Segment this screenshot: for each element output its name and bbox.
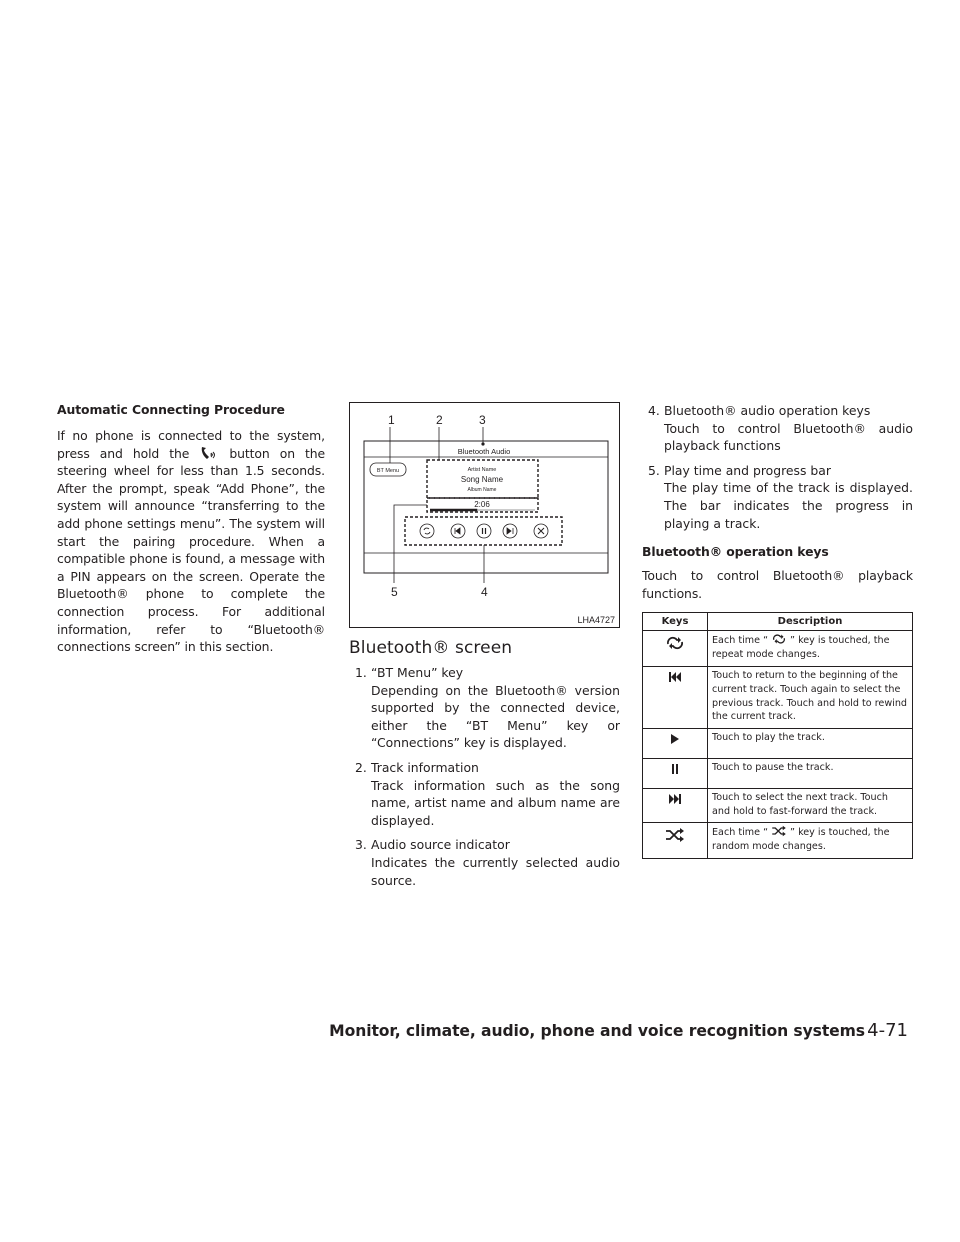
figure-drawing — [350, 403, 619, 627]
keys-intro: Touch to control Bluetooth® playback functions. — [642, 568, 913, 601]
fig-shuffle-key — [534, 524, 548, 538]
table-row — [643, 823, 913, 859]
table-row — [643, 666, 913, 728]
item-body: The play time of the track is displayed. The bar indicates the progress in playing a track. — [664, 480, 913, 531]
album-name: Album Name — [467, 487, 497, 493]
pause-icon — [669, 763, 681, 775]
list-item — [642, 462, 913, 532]
desc-post: ” key is touched, the repeat mode changes. — [712, 635, 890, 661]
item-body: Indicates the currently selected audio source. — [371, 854, 620, 888]
item-title: “BT Menu” key — [371, 665, 464, 680]
item-body: Track information such as the song name, artist name and album name are displayed. — [371, 777, 620, 828]
table-row — [643, 631, 913, 667]
callout-1: 1 — [388, 413, 395, 427]
fig-pause-key — [477, 524, 491, 538]
para-line1: If no phone is connected to the system, — [57, 428, 325, 443]
play-icon — [669, 733, 681, 745]
callout-2: 2 — [436, 413, 443, 427]
column-left — [57, 402, 325, 656]
song-name: Song Name — [460, 475, 504, 484]
next-track-icon — [668, 793, 682, 805]
row-description: Touch to pause the track. — [708, 758, 913, 788]
column-middle — [349, 402, 620, 896]
item-body: Touch to control Bluetooth® audio playback functions — [664, 420, 913, 454]
table-header-row — [643, 613, 913, 631]
row-description: Touch to play the track. — [708, 729, 913, 759]
bluetooth-screen-figure — [349, 402, 620, 628]
desc-pre: Each time “ — [712, 635, 769, 647]
bluetooth-screen-title: Bluetooth® screen — [349, 638, 513, 658]
list-item — [349, 664, 620, 752]
para-after-icon: button on the — [229, 445, 326, 461]
fig-prev-key — [451, 524, 465, 538]
item-title: Bluetooth® audio operation keys — [664, 403, 871, 418]
shuffle-icon — [664, 827, 686, 843]
page-footer — [0, 1022, 960, 1046]
section-heading: Automatic Connecting Procedure — [57, 402, 285, 417]
operation-keys-box — [405, 517, 562, 545]
item-title: Play time and progress bar — [664, 462, 831, 478]
callout-4: 4 — [481, 585, 488, 599]
item-number: 2. — [355, 759, 367, 775]
table-row — [643, 788, 913, 823]
footer-chapter-title: Monitor, climate, audio, phone and voice recognition systems — [329, 1022, 865, 1040]
row-description: Touch to select the next track. Touch and hold to fast-forward the track. — [708, 788, 913, 823]
procedure-paragraph — [57, 427, 325, 656]
item-number: 1. — [355, 665, 367, 680]
figure-code: LHA4727 — [577, 615, 615, 625]
para-rest: steering wheel for less than 1.5 seconds. After the prompt, speak “Add Phone”, the system will announce “transferring to the add phone settings menu”. The system will start the pairing procedure. When a compatible phone is found, a message with a PIN appears on the screen. Operate the Bluetooth® phone to complete the connection process. For additional information, refer to “Bluetooth® connections screen” in this section. — [57, 463, 325, 655]
header-description: Description — [708, 613, 913, 631]
list-item — [349, 759, 620, 829]
item-title: Track information — [371, 759, 479, 775]
svg-text:w: w — [210, 451, 214, 457]
item-number: 4. — [648, 403, 660, 418]
leader-3-dot — [481, 442, 484, 445]
keys-heading: Bluetooth® operation keys — [642, 544, 829, 560]
artist-name: Artist Name — [467, 467, 497, 473]
repeat-icon — [664, 635, 686, 651]
page-number: 4-71 — [867, 1020, 908, 1041]
row-description: Touch to return to the beginning of the current track. Touch again to select the previous track. Touch and hold to rewind the current track. — [708, 666, 913, 728]
repeat-icon — [768, 633, 790, 645]
play-time: 2:06 — [474, 500, 490, 509]
item-number: 5. — [648, 462, 660, 478]
screen-title: Bluetooth Audio — [457, 447, 511, 456]
desc-pre: Each time “ — [712, 827, 769, 839]
item-title: Audio source indicator — [371, 837, 510, 853]
column-right — [642, 402, 913, 859]
fig-repeat-key — [420, 524, 434, 538]
item-number: 3. — [355, 837, 367, 853]
header-keys: Keys — [643, 613, 708, 631]
table-row — [643, 729, 913, 759]
para-press: press and hold the — [57, 445, 190, 461]
desc-post: ” key is touched, the random mode changes. — [712, 827, 890, 853]
previous-track-icon — [668, 671, 682, 683]
phone-voice-button-icon — [199, 445, 219, 461]
list-item — [349, 836, 620, 889]
shuffle-icon — [768, 825, 790, 837]
fig-next-key — [503, 524, 517, 538]
bt-menu-label: BT Menu — [376, 468, 400, 474]
callout-5: 5 — [391, 585, 398, 599]
item-body: Depending on the Bluetooth® version supported by the connected device, either the “BT Menu” key or “Connections” key is displayed. — [371, 682, 620, 751]
callout-3: 3 — [479, 413, 486, 427]
table-row — [643, 758, 913, 788]
operation-keys-table — [642, 612, 913, 859]
list-item — [642, 402, 913, 455]
